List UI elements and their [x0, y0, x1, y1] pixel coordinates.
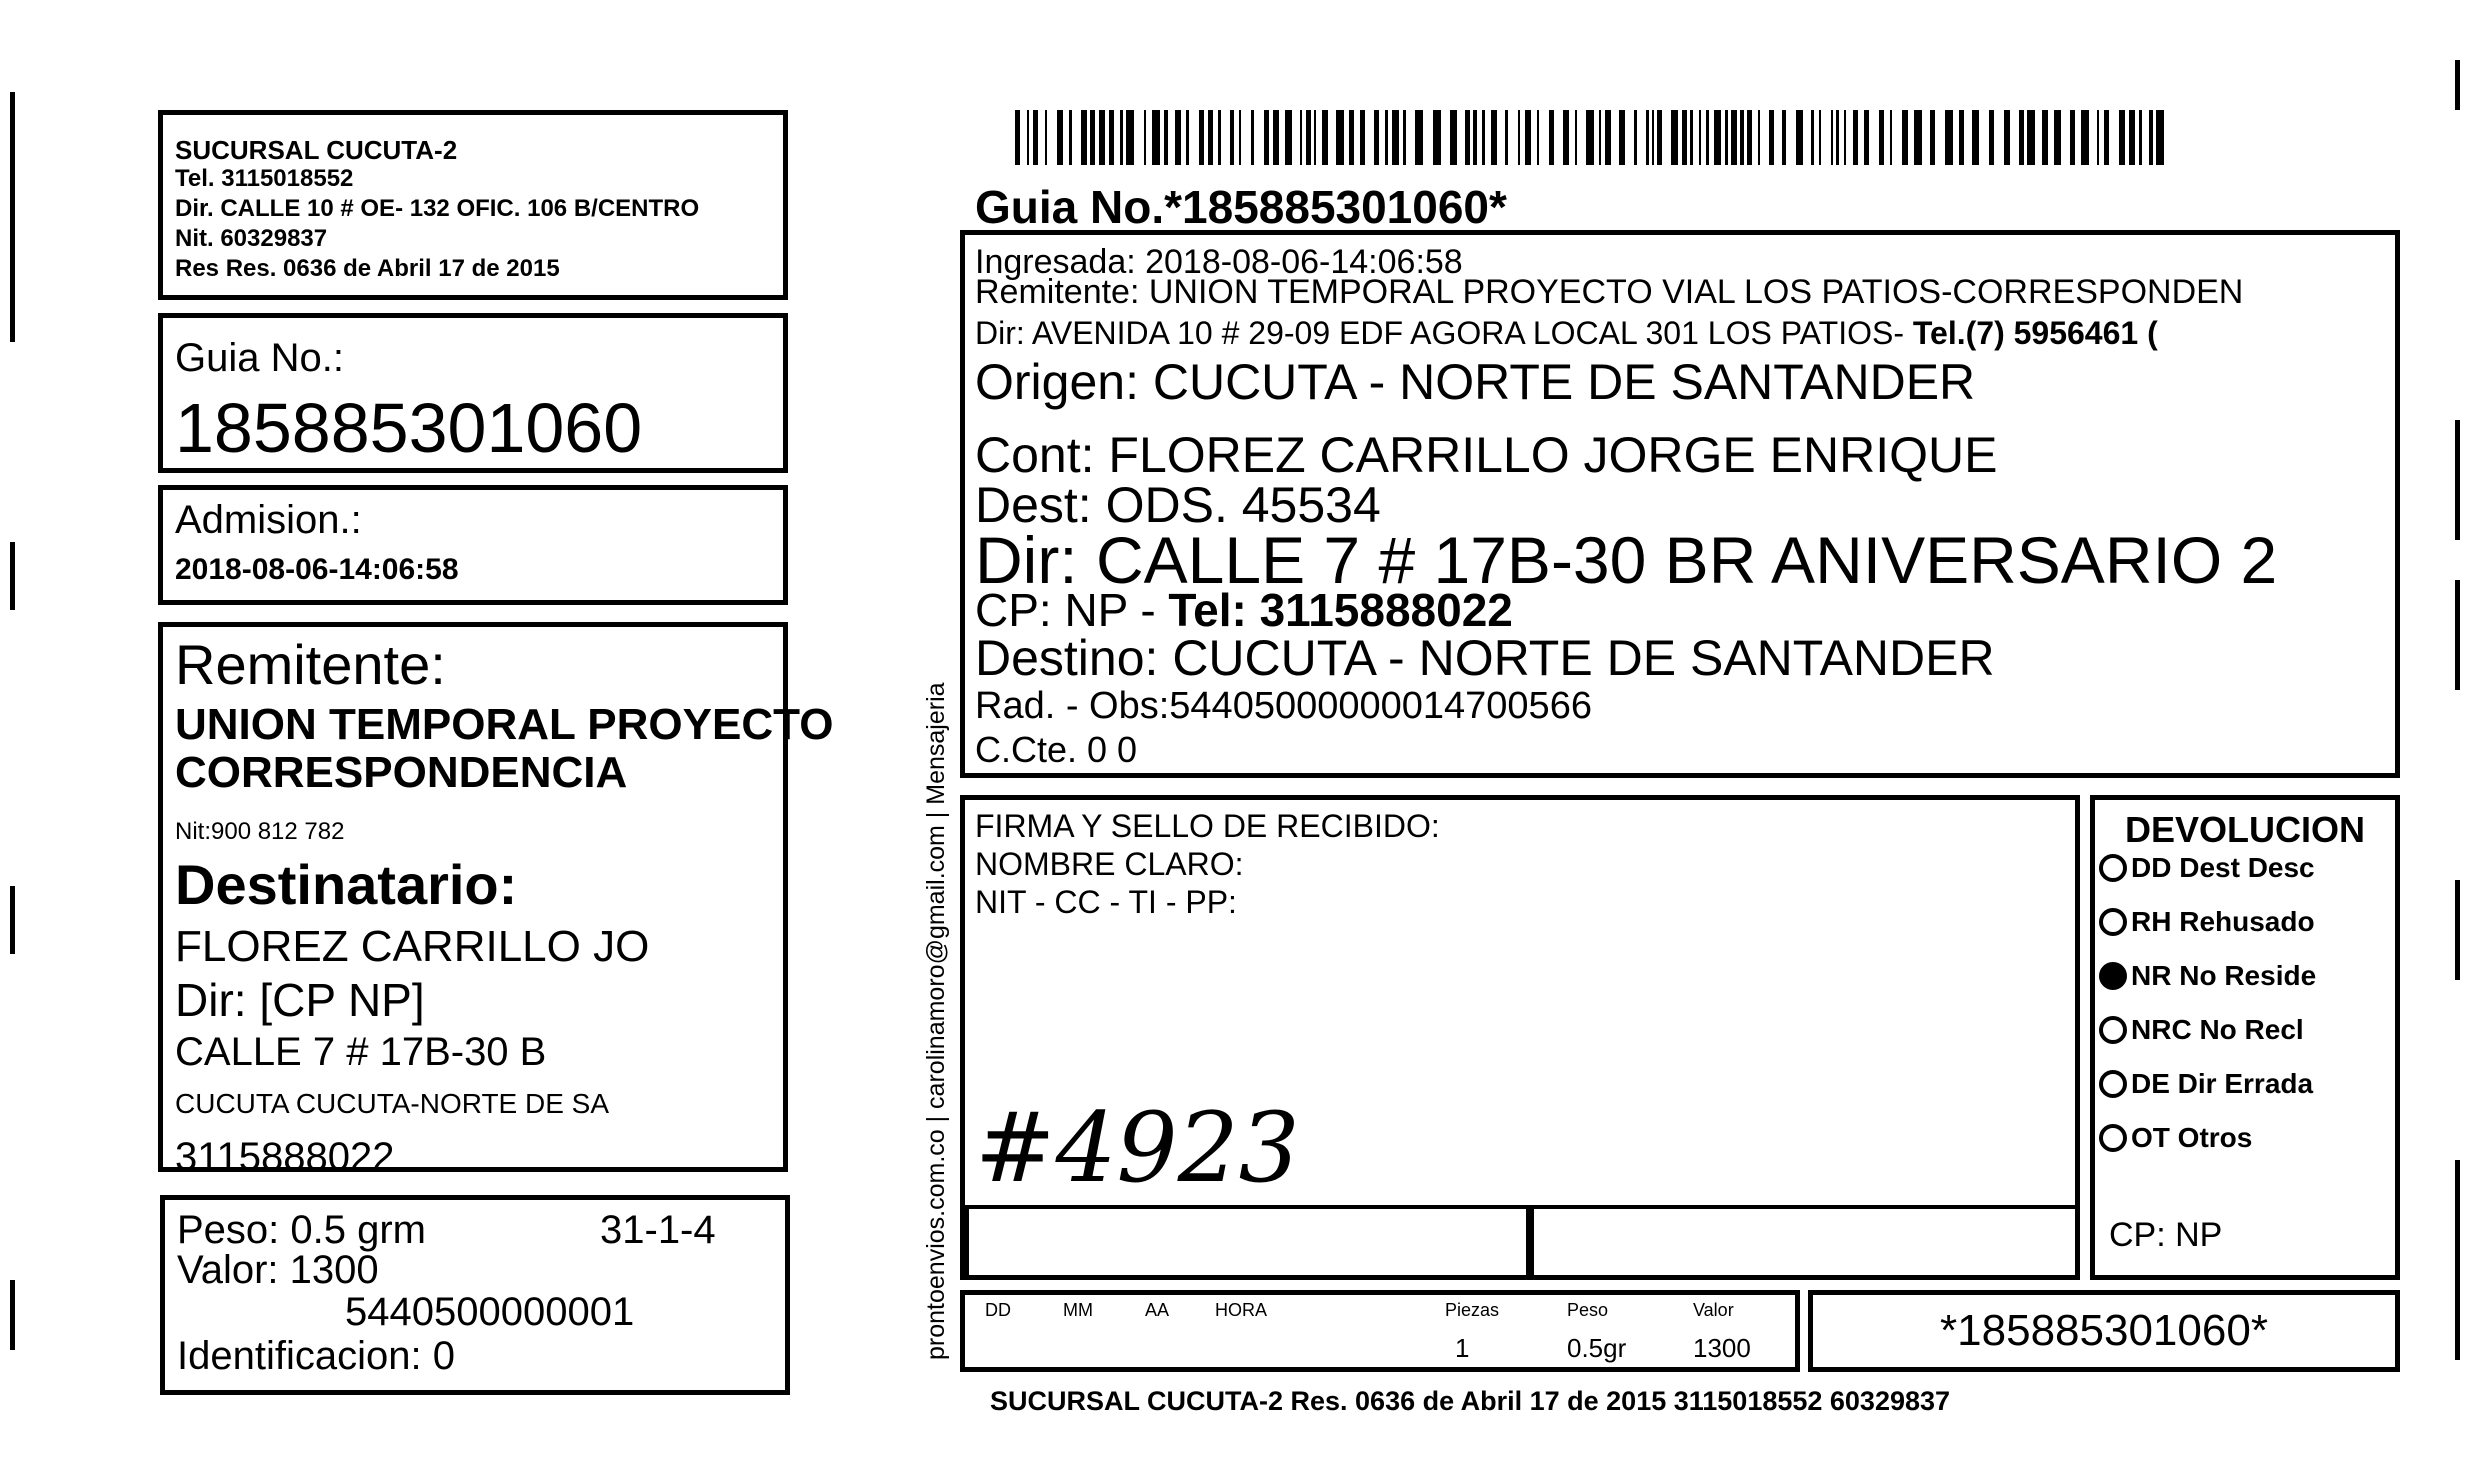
valor-value: 1300 — [1693, 1333, 1751, 1363]
scan-edge-mark — [2455, 880, 2460, 980]
barcode-bar — [1450, 110, 1457, 165]
barcode-bar — [1769, 110, 1774, 165]
sender-address-text: Dir: AVENIDA 10 # 29-09 EDF AGORA LOCAL 301 LOS PATIOS- — [975, 315, 1913, 351]
barcode-bar — [2149, 110, 2153, 165]
origen-text: Origen: CUCUTA - NORTE DE SANTANDER — [975, 354, 1976, 410]
barcode-bar — [1482, 110, 1485, 165]
return-option-label: OT Otros — [2131, 1122, 2253, 1153]
barcode-bar — [1706, 110, 1709, 165]
barcode-bar — [2081, 110, 2089, 165]
handwritten-annotation: #4923 — [975, 1092, 1300, 1204]
sender-line2: CORRESPONDENCIA — [175, 748, 628, 797]
admission-datetime: 2018-08-06-14:06:58 — [175, 553, 459, 586]
signature-subfield-left — [965, 1205, 1530, 1280]
barcode-bar — [1902, 110, 1908, 165]
recipient-name: FLOREZ CARRILLO JO — [175, 922, 650, 971]
barcode-bar — [2139, 110, 2142, 165]
recipient-label: Destinatario: — [175, 853, 518, 916]
piezas-value: 1 — [1455, 1333, 1470, 1363]
signature-label: FIRMA Y SELLO DE RECIBIDO: — [975, 808, 1440, 844]
package-reference: 5440500000001 — [345, 1290, 635, 1334]
barcode-bar — [2054, 110, 2061, 165]
barcode-bar — [1853, 110, 1858, 165]
barcode-bar — [1349, 110, 1354, 165]
barcode-bar — [1972, 110, 1979, 165]
package-box — [160, 1195, 790, 1395]
guide-number-footer: *185885301060* — [1940, 1306, 2268, 1355]
barcode-bar — [1836, 110, 1839, 165]
barcode-bar — [1879, 110, 1884, 165]
header-peso: Peso — [1567, 1300, 1609, 1320]
return-option[interactable] — [2099, 960, 2316, 992]
barcode-bar — [1657, 110, 1662, 165]
branch-nit: Nit. 60329837 — [175, 225, 328, 252]
barcode-bar — [1646, 110, 1649, 165]
barcode-bar — [2004, 110, 2010, 165]
recipient-city: CUCUTA CUCUTA-NORTE DE SA — [175, 1088, 610, 1119]
radio-checked-icon[interactable] — [2099, 962, 2127, 990]
barcode-bar — [1285, 110, 1292, 165]
barcode-bar — [2097, 110, 2099, 165]
barcode-bar — [1306, 110, 1311, 165]
barcode-bar — [1015, 110, 1020, 165]
barcode-bar — [1033, 110, 1038, 165]
package-code: 31-1-4 — [600, 1208, 716, 1252]
barcode-bar — [1671, 110, 1678, 165]
package-identification: Identificacion: 0 — [177, 1334, 455, 1378]
radio-icon[interactable] — [2099, 1070, 2127, 1098]
barcode-bar — [1322, 110, 1328, 165]
barcode-bar — [1758, 110, 1760, 165]
header-dd: DD — [985, 1300, 1011, 1320]
destination-address: Dir: CALLE 7 # 17B-30 BR ANIVERSARIO 2 — [975, 523, 2278, 597]
barcode-bar — [1740, 110, 1744, 165]
radio-icon[interactable] — [2099, 908, 2127, 936]
guide-number-box — [158, 313, 788, 473]
sender-nit: Nit:900 812 782 — [175, 818, 345, 845]
barcode-bar — [1731, 110, 1737, 165]
barcode-bar — [1537, 110, 1539, 165]
barcode-bar — [1208, 110, 1213, 165]
barcode-bar — [1175, 110, 1181, 165]
recipient-address: CALLE 7 # 17B-30 B — [175, 1030, 547, 1074]
barcode-bar — [1392, 110, 1399, 165]
barcode-bar — [2042, 110, 2048, 165]
barcode-bar — [1273, 110, 1279, 165]
package-weight: Peso: 0.5 grm — [177, 1208, 427, 1252]
return-option[interactable] — [2099, 852, 2315, 884]
barcode-bar — [1144, 110, 1146, 165]
admission-box — [158, 485, 788, 605]
branch-resolution: Res Res. 0636 de Abril 17 de 2015 — [175, 255, 560, 282]
branch-info-box — [158, 110, 788, 300]
scan-edge-mark — [2455, 580, 2460, 690]
branch-tel: Tel. 3115018552 — [175, 165, 354, 192]
clear-name-label: NOMBRE CLARO: — [975, 846, 1244, 882]
barcode-bar — [1619, 110, 1625, 165]
barcode — [1015, 110, 2170, 165]
barcode-bar — [1027, 110, 1029, 165]
header-aa: AA — [1145, 1300, 1170, 1320]
barcode-bar — [1465, 110, 1470, 165]
barcode-bar — [1090, 110, 1095, 165]
barcode-bar — [2019, 110, 2024, 165]
barcode-bar — [1690, 110, 1693, 165]
barcode-bar — [2156, 110, 2164, 165]
barcode-bar — [1725, 110, 1728, 165]
barcode-bar — [1264, 110, 1269, 165]
barcode-bar — [1385, 110, 1388, 165]
recipient-dir: Dir: [CP NP] — [175, 974, 425, 1026]
barcode-bar — [2104, 110, 2109, 165]
barcode-bar — [1525, 110, 1531, 165]
return-option[interactable] — [2099, 906, 2315, 938]
side-contact-text: prontoenvios.com.co | carolinamoro@gmail.com | Mensajeria — [922, 682, 950, 1360]
barcode-bar — [1796, 110, 1803, 165]
barcode-bar — [1403, 110, 1406, 165]
id-type-label: NIT - CC - TI - PP: — [975, 884, 1237, 920]
header-hora: HORA — [1215, 1300, 1268, 1320]
guide-number-footer-box — [1808, 1290, 2400, 1372]
barcode-bar — [1199, 110, 1204, 165]
barcode-bar — [1164, 110, 1168, 165]
shipment-details-box — [960, 230, 2400, 778]
rad-obs-text: Rad. - Obs:54405000000014700566 — [975, 685, 1592, 727]
barcode-bar — [1415, 110, 1423, 165]
barcode-bar — [1864, 110, 1869, 165]
barcode-bar — [1831, 110, 1833, 165]
cp-text: CP: NP - — [975, 584, 1169, 636]
barcode-bar — [1473, 110, 1477, 165]
return-option-label: DE Dir Errada — [2131, 1068, 2314, 1099]
sender-label: Remitente: — [175, 633, 446, 696]
barcode-bar — [1218, 110, 1221, 165]
barcode-bar — [1336, 110, 1344, 165]
scan-edge-mark — [10, 542, 15, 610]
signature-subfield-right — [1530, 1205, 2080, 1280]
package-value: Valor: 1300 — [177, 1248, 379, 1292]
return-option-label: DD Dest Desc — [2131, 852, 2315, 883]
barcode-bar — [1682, 110, 1687, 165]
admission-label: Admision.: — [175, 498, 362, 542]
return-option[interactable] — [2099, 1068, 2313, 1100]
barcode-bar — [1844, 110, 1846, 165]
scan-edge-mark — [10, 92, 15, 342]
barcode-bar — [2129, 110, 2135, 165]
barcode-bar — [1699, 110, 1701, 165]
barcode-bar — [1081, 110, 1087, 165]
barcode-bar — [1575, 110, 1577, 165]
barcode-bar — [2027, 110, 2035, 165]
barcode-bar — [1819, 110, 1821, 165]
ingresada-text: Ingresada: 2018-08-06-14:06:58 — [975, 243, 1463, 281]
barcode-bar — [1057, 110, 1063, 165]
radio-icon[interactable] — [2099, 1124, 2127, 1152]
barcode-bar — [1099, 110, 1105, 165]
barcode-bar — [1549, 110, 1554, 165]
barcode-bar — [2119, 110, 2125, 165]
scan-edge-mark — [10, 1280, 15, 1350]
sender-line1: UNION TEMPORAL PROYECTO — [175, 700, 834, 749]
barcode-bar — [1747, 110, 1752, 165]
sender-recipient-box — [158, 622, 834, 1179]
barcode-bar — [1251, 110, 1254, 165]
dest-text: Dest: ODS. 45534 — [975, 477, 1381, 533]
barcode-bar — [1230, 110, 1234, 165]
barcode-bar — [1782, 110, 1786, 165]
branch-name: SUCURSAL CUCUTA-2 — [175, 135, 458, 165]
barcode-bar — [1518, 110, 1520, 165]
guide-label: Guia No.: — [175, 336, 344, 380]
radio-icon[interactable] — [2099, 1016, 2127, 1044]
barcode-bar — [1314, 110, 1316, 165]
barcode-bar — [1126, 110, 1134, 165]
barcode-bar — [1120, 110, 1123, 165]
return-option-label: NR No Reside — [2131, 960, 2317, 991]
barcode-bar — [1989, 110, 1994, 165]
barcode-bar — [1505, 110, 1508, 165]
peso-value: 0.5gr — [1567, 1333, 1627, 1363]
barcode-bar — [1433, 110, 1441, 165]
header-piezas: Piezas — [1445, 1300, 1500, 1320]
sender-phone-text: Tel.(7) 5956461 ( — [1912, 315, 2158, 351]
delivery-data-box — [960, 1290, 1800, 1372]
cp-tel-text: Tel: 3115888022 — [1168, 584, 1513, 636]
barcode-bar — [1109, 110, 1114, 165]
scan-edge-mark — [10, 886, 15, 954]
barcode-bar — [1599, 110, 1601, 165]
barcode-bar — [1069, 110, 1072, 165]
barcode-bar — [1374, 110, 1379, 165]
scan-edge-mark — [2455, 60, 2460, 110]
barcode-bar — [1152, 110, 1160, 165]
scan-edge-mark — [2455, 1160, 2460, 1360]
return-option-label: RH Rehusado — [2131, 906, 2315, 937]
barcode-bar — [1959, 110, 1964, 165]
destino-text: Destino: CUCUTA - NORTE DE SANTANDER — [975, 630, 1995, 686]
return-option[interactable] — [2099, 1014, 2304, 1046]
header-valor: Valor — [1693, 1300, 1734, 1320]
barcode-bar — [1563, 110, 1569, 165]
barcode-bar — [1360, 110, 1365, 165]
barcode-bar — [1045, 110, 1047, 165]
header-mm: MM — [1063, 1300, 1093, 1320]
barcode-bar — [1930, 110, 1935, 165]
barcode-bar — [1652, 110, 1654, 165]
guide-number: 185885301060 — [175, 389, 643, 467]
branch-address: Dir. CALLE 10 # OE- 132 OFIC. 106 B/CENTRO — [175, 195, 700, 222]
barcode-bar — [1811, 110, 1814, 165]
return-cp: CP: NP — [2109, 1216, 2223, 1254]
barcode-bar — [1714, 110, 1721, 165]
return-option[interactable] — [2099, 1122, 2252, 1154]
radio-icon[interactable] — [2099, 854, 2127, 882]
barcode-bar — [1605, 110, 1611, 165]
ccte-text: C.Cte. 0 0 — [975, 729, 1138, 770]
barcode-bar — [1890, 110, 1892, 165]
barcode-bar — [1491, 110, 1497, 165]
return-reasons-box — [2090, 795, 2400, 1280]
barcode-bar — [1586, 110, 1594, 165]
footer-text: SUCURSAL CUCUTA-2 Res. 0636 de Abril 17 de 2015 3115018552 60329837 — [990, 1386, 1951, 1416]
barcode-bar — [2070, 110, 2075, 165]
return-option-label: NRC No Recl — [2131, 1014, 2304, 1045]
recipient-phone: 3115888022 — [175, 1135, 395, 1179]
barcode-bar — [1300, 110, 1302, 165]
barcode-bar — [1186, 110, 1189, 165]
barcode-bar — [1239, 110, 1241, 165]
guide-title: Guia No.*185885301060* — [975, 181, 1507, 233]
scan-edge-mark — [2455, 420, 2460, 540]
return-title: DEVOLUCION — [2125, 809, 2366, 850]
remitente-text: Remitente: UNION TEMPORAL PROYECTO VIAL LOS PATIOS-CORRESPONDEN — [975, 273, 2244, 311]
barcode-bar — [1634, 110, 1637, 165]
barcode-bar — [1914, 110, 1922, 165]
cont-text: Cont: FLOREZ CARRILLO JORGE ENRIQUE — [975, 427, 1998, 483]
barcode-bar — [1945, 110, 1953, 165]
